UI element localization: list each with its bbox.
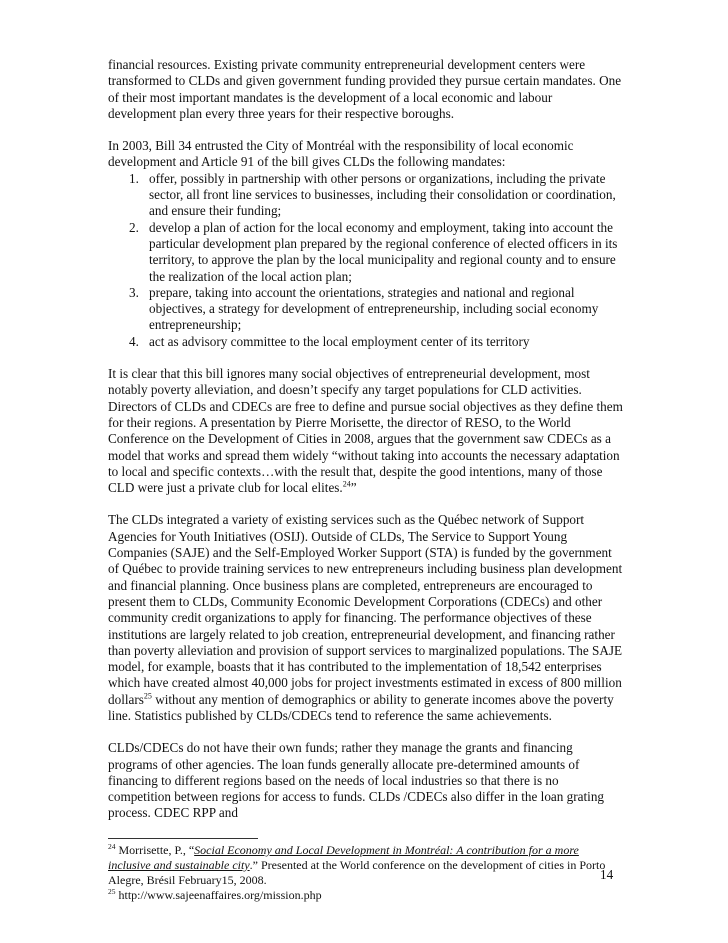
footnote-number: 25 [108, 886, 116, 896]
list-number: 1. [129, 170, 139, 186]
list-text: offer, possibly in partnership with other persons or organizations, including the private sector, all front line services to businesses, including their consolidation or coordination, and ensure their funding; [149, 170, 616, 219]
list-number: 4. [129, 333, 139, 349]
footnote-ref-25[interactable]: 25 [143, 691, 152, 701]
paragraph-1: financial resources. Existing private community entrepreneurial development centers were transformed to CLDs and given government funding provided they pursue certain mandates. One of their most important mandates is the development of a local economic and labour development plan every three years for their respective boroughs. [108, 57, 622, 121]
list-item [108, 285, 623, 334]
list-item [108, 220, 623, 285]
list-item [108, 171, 623, 220]
closing-quote: ” [350, 480, 357, 496]
footnote-url[interactable]: http://www.sajeenaffaires.org/mission.php [115, 887, 322, 902]
paragraph-4-text: The CLDs integrated a variety of existing services such as the Québec network of Support Agencies for Youth Initiatives (OSIJ). Outside of CLDs, The Service to Support Young Companies (SAJE) and the Self-Employed Worker Support (STA) is funded by the government of Québec to provide training services to new entrepreneurs including business plan development and financial planning. Once business plans are completed, entrepreneurs are encouraged to present them to CLDs, Community Economic Development Corporations (CDECs) and other community credit organizations to apply for financing. The performance objectives of these institutions are largely related to job creation, entrepreneurial development, and financing rather than poverty alleviation and provision of support services to marginalized populations. The SAJE model, for example, boasts that it has contributed to the implementation of 18,542 enterprises which have created almost 40,000 jobs for project investments estimated in excess of 800 million dollars [108, 512, 623, 707]
paragraph-5: CLDs/CDECs do not have their own funds; rather they manage the grants and financing programs of other agencies. The loan funds generally allocate pre-determined amounts of financing to different regions based on the needs of local industries so that there is no competition between regions for access to funds. CLDs /CDECs also differ in the loan grating process. CDEC RPP and [108, 740, 605, 821]
footnote-25 [108, 888, 623, 903]
footnote-24 [108, 843, 623, 888]
list-number: 2. [129, 219, 139, 235]
paragraph-3-text: It is clear that this bill ignores many social objectives of entrepreneurial development, most notably poverty alleviation, and doesn’t specify any target populations for CLD activities. Directors of CLDs and CDECs are free to define and pursue social objectives as they define them for their regions. A presentation by Pierre Morisette, the director of RESO, to the World Conference on the Development of Cities in 2008, argues that the government saw CDECs as a model that works and spread them widely “without taking into accounts the necessary adaptation to local and specific contexts…with the result that, despite the good intentions, many of those CLD were just a private club for local elites. [108, 366, 623, 496]
footnote-source: .” Presented at the World conference on the development of cities in Porto Alegre, Brésil February15, 2008. [108, 857, 606, 887]
mandates-list [108, 171, 623, 350]
list-number: 3. [129, 284, 139, 300]
footnotes [108, 843, 623, 903]
list-text: prepare, taking into account the orientations, strategies and national and regional objectives, a strategy for development of entrepreneurship, including social economy entrepreneurship; [149, 284, 599, 333]
paragraph-2: In 2003, Bill 34 entrusted the City of Montréal with the responsibility of local economic development and Article 91 of the bill gives CLDs the following mandates: [108, 138, 574, 170]
footnote-ref-24[interactable]: 24 [342, 479, 351, 489]
footnote-divider [108, 838, 258, 839]
paragraph-4-text-end: without any mention of demographics or ability to generate incomes above the poverty line. Statistics published by CLDs/CDECs tend to reference the same achievements. [108, 691, 614, 723]
page-number: 14 [600, 867, 614, 882]
footnote-title-link[interactable]: Social Economy and Local Development in Montréal: A contribution for a more inclusive and sustainable city [108, 842, 579, 872]
footnote-number: 24 [108, 841, 116, 851]
list-item [108, 334, 623, 350]
document-page [108, 57, 623, 903]
list-text: act as advisory committee to the local employment center of its territory [149, 333, 530, 349]
paragraph-4 [108, 512, 623, 724]
list-text: develop a plan of action for the local economy and employment, taking into account the particular development plan prepared by the regional conference of elected officers in its territory, to approve the plan by the local municipality and regional county and to ensure the realization of the local action plan; [149, 219, 618, 284]
footnote-author: Morrisette, P., “ [115, 842, 195, 857]
paragraph-3 [108, 366, 623, 496]
